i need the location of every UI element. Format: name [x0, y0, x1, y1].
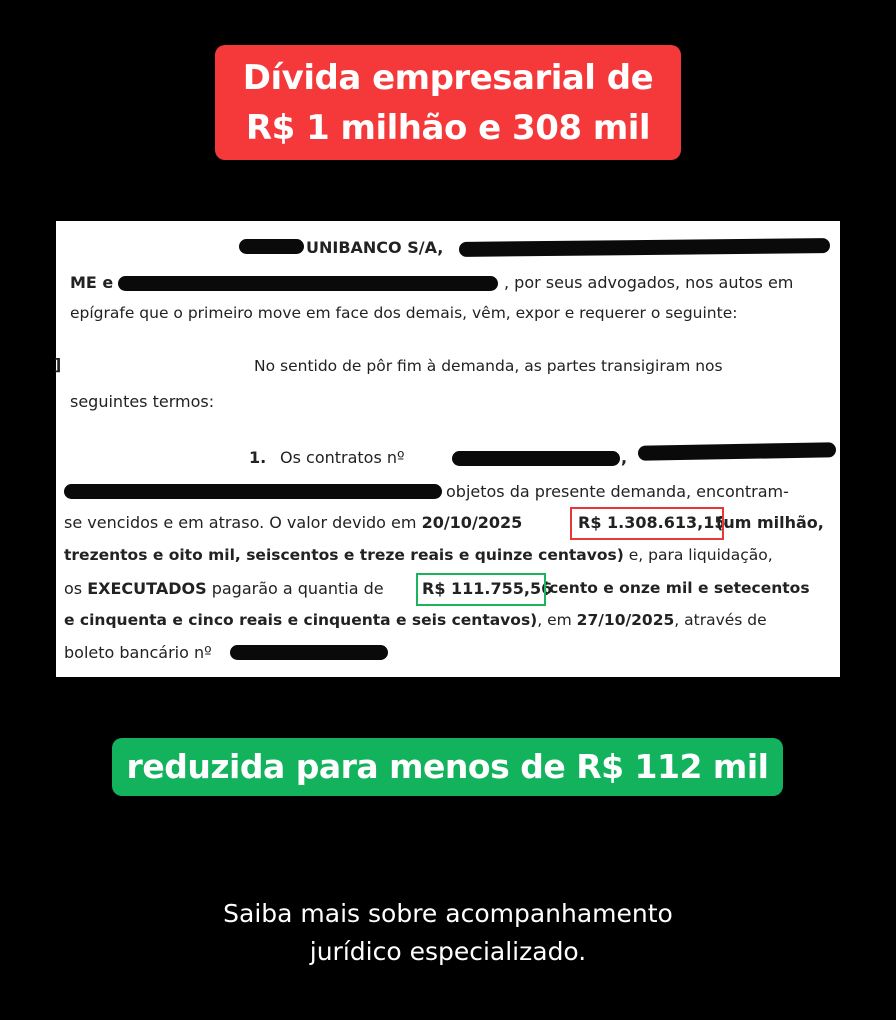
doc-line: seguintes termos:	[70, 392, 215, 411]
headline-line-1: Dívida empresarial de	[242, 57, 654, 98]
doc-text: se vencidos e em atraso. O valor devido em	[64, 513, 422, 532]
doc-line	[64, 546, 773, 564]
payment-date: 27/10/2025	[576, 611, 675, 629]
redaction-mark	[459, 238, 830, 257]
footer-cta	[0, 895, 896, 971]
doc-line	[64, 513, 522, 532]
doc-line: boleto bancário nº	[64, 643, 212, 662]
doc-line	[64, 611, 767, 629]
doc-text: os	[64, 579, 88, 598]
doc-line: Os contratos nº	[280, 448, 405, 467]
doc-line: objetos da presente demanda, encontram-	[446, 482, 789, 501]
highlight-box-red	[570, 507, 724, 540]
redaction-mark	[64, 484, 442, 499]
highlight-box-green	[416, 573, 546, 606]
doc-line	[64, 579, 384, 598]
item-number: 1.	[249, 448, 267, 467]
headline-debt-amount	[215, 45, 681, 160]
doc-text: , em	[537, 611, 577, 629]
redaction-mark	[239, 239, 304, 254]
amount-original: R$ 1.308.613,15	[578, 513, 726, 532]
doc-line: ME e	[70, 273, 114, 292]
document-excerpt	[56, 221, 840, 677]
headline-line-2: R$ 1 milhão e 308 mil	[245, 107, 651, 148]
doc-text: e, para liquidação,	[623, 546, 773, 564]
redaction-mark	[638, 442, 836, 460]
doc-punct: ,	[621, 448, 628, 467]
doc-text: , através de	[674, 611, 767, 629]
doc-text: pagarão a quantia de	[206, 579, 384, 598]
amount-settlement: R$ 111.755,56	[422, 579, 553, 598]
doc-text-bold: EXECUTADOS	[87, 579, 207, 598]
redaction-mark	[118, 276, 498, 291]
amount-original-words: (um milhão,	[716, 513, 824, 532]
doc-text-bold: trezentos e oito mil, seiscentos e treze reais e quinze centavos)	[64, 546, 624, 564]
due-date: 20/10/2025	[421, 513, 523, 532]
doc-line: epígrafe que o primeiro move em face dos demais, vêm, expor e requerer o seguinte:	[70, 304, 738, 322]
margin-mark: ]	[54, 355, 62, 374]
doc-line: No sentido de pôr fim à demanda, as partes transigiram nos	[254, 357, 723, 375]
footer-line-2: jurídico especializado.	[309, 937, 587, 966]
headline-reduced-amount: reduzida para menos de R$ 112 mil	[112, 738, 783, 796]
doc-line: UNIBANCO S/A,	[306, 238, 444, 257]
footer-line-1: Saiba mais sobre acompanhamento	[223, 899, 673, 928]
amount-settlement-words: (cento e onze mil e setecentos	[542, 579, 810, 597]
redaction-mark	[452, 451, 620, 466]
doc-line: , por seus advogados, nos autos em	[504, 273, 794, 292]
doc-text-bold: e cinquenta e cinco reais e cinquenta e seis centavos)	[64, 611, 538, 629]
redaction-mark	[230, 645, 388, 660]
